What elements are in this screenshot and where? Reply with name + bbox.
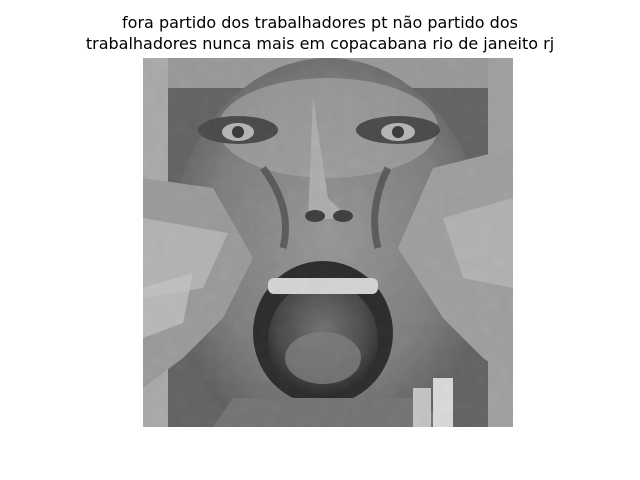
figure-title — [20, 12, 620, 54]
title-line-1: fora partido dos trabalhadores pt não partido dos — [122, 13, 518, 32]
face-illustration — [143, 58, 513, 427]
screaming-face-photo — [143, 58, 513, 427]
title-line-2: trabalhadores nunca mais em copacabana rio de janeito rj — [85, 34, 555, 53]
